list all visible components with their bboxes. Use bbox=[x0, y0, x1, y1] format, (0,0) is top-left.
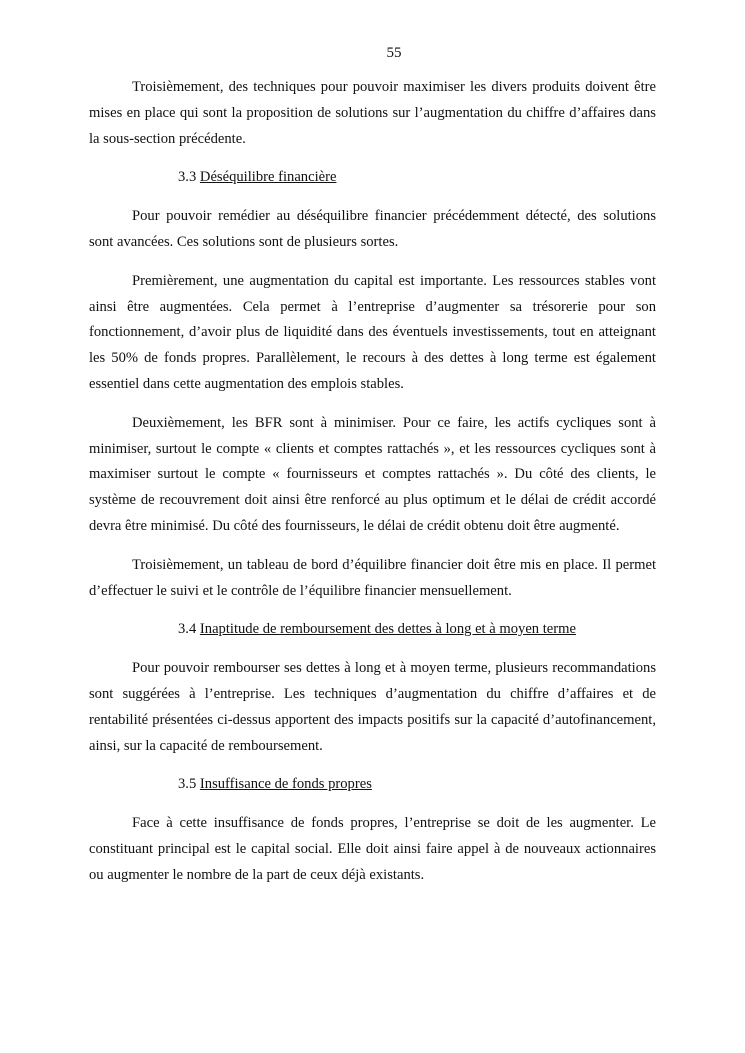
section-number: 3.4 bbox=[178, 621, 197, 638]
paragraph: Pour pouvoir remédier au déséquilibre financier précédemment détecté, des solutions sont avancées. Ces solutions sont de plusieurs sortes. bbox=[89, 208, 656, 250]
page-content bbox=[89, 75, 656, 902]
section-number: 3.5 bbox=[178, 776, 197, 793]
paragraph: Troisièmement, des techniques pour pouvoir maximiser les divers produits doivent être mises en place qui sont la proposition de solutions sur l’augmentation du chiffre d’affaires dans la sous-section précédente. bbox=[89, 79, 656, 147]
paragraph: Pour pouvoir rembourser ses dettes à long et à moyen terme, plusieurs recommandations sont suggérées à l’entreprise. Les techniques d’augmentation du chiffre d’affaires et de rentabilité présentées ci-dessus apportent des impacts positifs sur la capacité d’autofinancement, ainsi, sur la capacité de remboursement. bbox=[89, 660, 656, 754]
paragraph: Face à cette insuffisance de fonds propres, l’entreprise se doit de les augmenter. Le constituant principal est le capital social. Elle doit ainsi faire appel à de nouveaux actionnaires ou augmenter le nombre de la part de ceux déjà existants. bbox=[89, 815, 656, 883]
paragraph: Deuxièmement, les BFR sont à minimiser. Pour ce faire, les actifs cycliques sont à minimiser, surtout le compte « clients et comptes rattachés », et les ressources cycliques sont à maximiser surtout le compte « fournisseurs et comptes rattachés ». Du côté des clients, le système de recouvrement doit ainsi être renforcé au plus optimum et le délai de crédit accordé devra être minimisé. Du côté des fournisseurs, le délai de crédit obtenu doit être augmenté. bbox=[89, 414, 656, 534]
section-heading bbox=[89, 772, 656, 798]
section-title: Insuffisance de fonds propres bbox=[199, 776, 372, 793]
section-title: Inaptitude de remboursement des dettes à long et à moyen terme bbox=[199, 621, 576, 638]
section-heading bbox=[89, 165, 656, 191]
section-title: Déséquilibre financière bbox=[199, 169, 337, 186]
section-heading bbox=[89, 617, 656, 643]
page-number: 55 bbox=[386, 45, 402, 61]
paragraph: Premièrement, une augmentation du capital est importante. Les ressources stables vont ainsi être augmentées. Cela permet à l’entreprise d’augmenter sa trésorerie pour son fonctionnement, d’avoir plus de liquidité dans des éventuels investissements, tout en atteignant les 50% de fonds propres. Parallèlement, le recours à des dettes à long terme est également essentiel dans cette augmentation des emplois stables. bbox=[89, 272, 656, 392]
paragraph: Troisièmement, un tableau de bord d’équilibre financier doit être mis en place. Il permet d’effectuer le suivi et le contrôle de l’équilibre financier mensuellement. bbox=[89, 556, 656, 599]
section-number: 3.3 bbox=[178, 169, 197, 186]
